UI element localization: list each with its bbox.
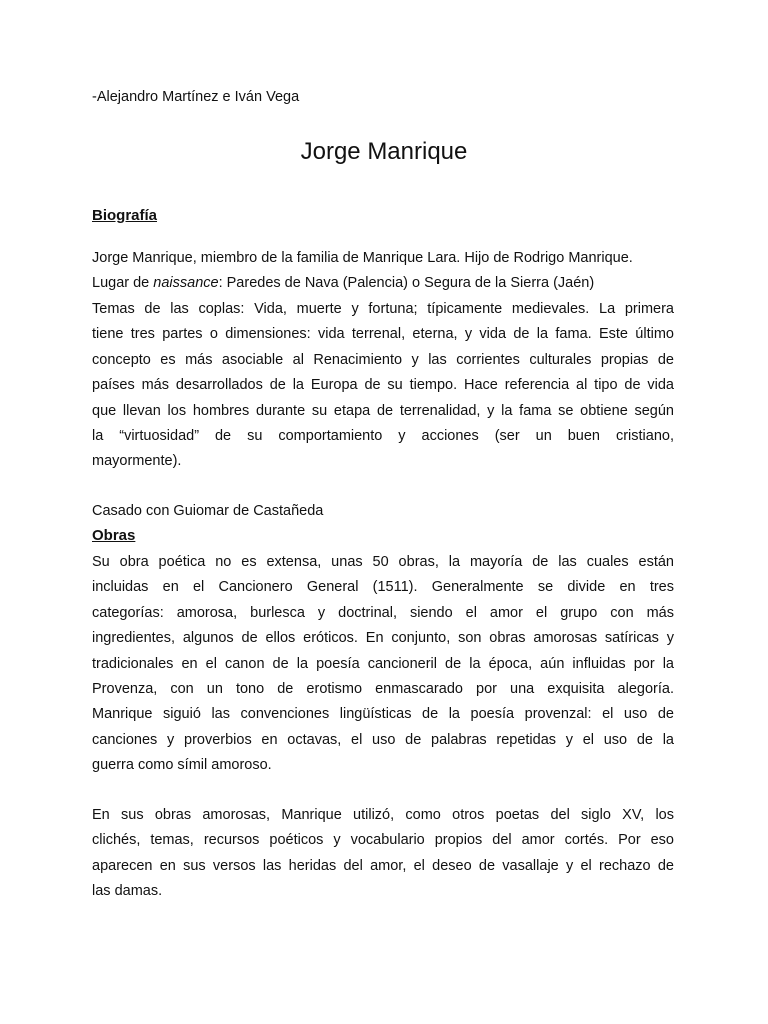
spouse-block	[92, 499, 674, 524]
paragraph-line: Temas de las coplas: Vida, muerte y fortuna; típicamente medievales. La primera	[92, 301, 674, 317]
paragraph-line: aparecen en sus versos las heridas del amor, el deseo de vasallaje y el rechazo de	[92, 857, 674, 874]
spouse-line: Casado con Guiomar de Castañeda	[92, 503, 324, 519]
birthplace-prefix: Lugar de	[92, 275, 154, 292]
section-heading-biografia: Biografía	[92, 207, 158, 224]
paragraph-line: canciones y proverbios en octavas, el uso de palabras repetidas y el uso de la	[92, 731, 674, 748]
paragraph-line: En sus obras amorosas, Manrique utilizó, como otros poetas del siglo XV, los	[92, 807, 674, 823]
document-title: Jorge Manrique	[300, 138, 468, 165]
author-line: -Alejandro Martínez e Iván Vega	[92, 89, 300, 105]
biografia-intro	[92, 246, 674, 297]
obras-paragraph-1	[92, 550, 674, 779]
paragraph-line: tradicionales en el canon de la poesía cancioneril de la época, aún influidas por la	[92, 655, 674, 672]
paragraph-line: categorías: amorosa, burlesca y doctrinal, siendo el amor el grupo con más	[92, 604, 674, 621]
paragraph-line: guerra como símil amoroso.	[92, 757, 272, 774]
birthplace-line	[92, 271, 674, 296]
paragraph-line: tiene tres partes o dimensiones: vida terrenal, eterna, y vida de la fama. Este último	[92, 326, 674, 343]
paragraph-line: las damas.	[92, 883, 163, 900]
paragraph-line: la “virtuosidad” de su comportamiento y acciones (ser un buen cristiano,	[92, 427, 674, 444]
section-heading-obras: Obras	[92, 527, 136, 544]
paragraph-line: ingredientes, algunos de ellos eróticos. En conjunto, son obras amorosas satíricas y	[92, 630, 674, 647]
text-line: Jorge Manrique, miembro de la familia de Manrique Lara. Hijo de Rodrigo Manrique.	[92, 250, 633, 266]
paragraph-line: concepto es más asociable al Renacimiento y las corrientes culturales propias de	[92, 351, 674, 368]
birthplace-suffix: : Paredes de Nava (Palencia) o Segura de la Sierra (Jaén)	[218, 275, 595, 292]
paragraph-line: incluidas en el Cancionero General (1511). Generalmente se divide en tres	[92, 579, 674, 596]
birthplace-italic-word: naissance	[153, 275, 219, 292]
paragraph-line: clichés, temas, recursos poéticos y vocabulario propios del amor cortés. Por eso	[92, 832, 674, 849]
paragraph-line: mayormente).	[92, 453, 182, 470]
biografia-paragraph	[92, 297, 674, 475]
paragraph-line: Su obra poética no es extensa, unas 50 obras, la mayoría de las cuales están	[92, 554, 674, 570]
paragraph-line: que llevan los hombres durante su etapa de terrenalidad, y la fama se obtiene según	[92, 402, 674, 419]
obras-paragraph-2	[92, 803, 674, 905]
paragraph-line: Manrique siguió las convenciones lingüísticas de la poesía provenzal: el uso de	[92, 706, 674, 723]
paragraph-line: países más desarrollados de la Europa de su tiempo. Hace referencia al tipo de vida	[92, 377, 674, 394]
paragraph-line: Provenza, con un tono de erotismo enmascarado por una exquisita alegoría.	[92, 680, 674, 697]
